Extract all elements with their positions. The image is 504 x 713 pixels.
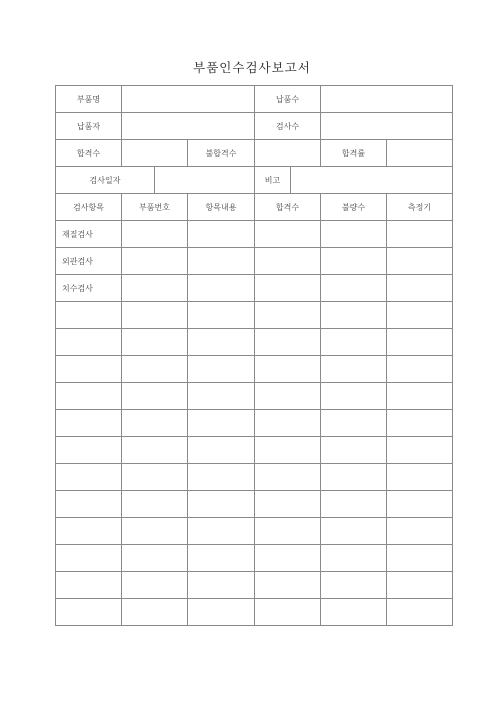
inspect-qty-field[interactable]: [321, 113, 453, 140]
table-row: [56, 329, 453, 356]
table-cell[interactable]: [255, 221, 321, 248]
table-cell[interactable]: [387, 491, 453, 518]
inspect-date-field[interactable]: [155, 167, 255, 194]
table-cell[interactable]: [122, 275, 188, 302]
table-row: [56, 464, 453, 491]
table-row: [56, 545, 453, 572]
table-cell[interactable]: [321, 356, 387, 383]
table-cell[interactable]: [56, 464, 122, 491]
table-cell[interactable]: [255, 545, 321, 572]
column-header: 불량수: [321, 194, 387, 221]
table-cell[interactable]: [188, 356, 255, 383]
table-cell[interactable]: [56, 599, 122, 626]
table-cell[interactable]: [255, 410, 321, 437]
table-cell[interactable]: [56, 545, 122, 572]
table-cell[interactable]: [321, 383, 387, 410]
table-row: [56, 383, 453, 410]
table-cell[interactable]: [122, 410, 188, 437]
table-cell[interactable]: [56, 410, 122, 437]
table-row: [56, 221, 453, 248]
table-cell[interactable]: [387, 599, 453, 626]
table-cell[interactable]: [255, 383, 321, 410]
table-cell[interactable]: [56, 437, 122, 464]
table-row: [56, 275, 453, 302]
table-cell[interactable]: [255, 491, 321, 518]
table-cell[interactable]: [387, 356, 453, 383]
inspection-item-label: 재질검사: [56, 221, 122, 248]
table-cell[interactable]: [122, 221, 188, 248]
table-cell[interactable]: [255, 437, 321, 464]
pass-rate-field[interactable]: [387, 140, 453, 167]
table-cell[interactable]: [188, 329, 255, 356]
table-cell[interactable]: [188, 518, 255, 545]
pass-rate-label: 합격률: [321, 140, 387, 167]
table-cell[interactable]: [387, 545, 453, 572]
table-row: [56, 491, 453, 518]
table-cell[interactable]: [321, 329, 387, 356]
table-cell[interactable]: [387, 437, 453, 464]
table-cell[interactable]: [321, 572, 387, 599]
table-cell[interactable]: [255, 302, 321, 329]
table-row: [56, 599, 453, 626]
table-cell[interactable]: [56, 383, 122, 410]
inspection-item-label: 치수검사: [56, 275, 122, 302]
inspection-form: [55, 85, 452, 626]
table-cell[interactable]: [255, 356, 321, 383]
table-cell[interactable]: [321, 491, 387, 518]
remarks-field[interactable]: [291, 167, 453, 194]
table-cell[interactable]: [188, 221, 255, 248]
part-name-field[interactable]: [122, 86, 255, 113]
part-name-label: 부품명: [56, 86, 122, 113]
remarks-label: 비고: [255, 167, 291, 194]
table-row: [56, 410, 453, 437]
table-cell[interactable]: [122, 248, 188, 275]
table-cell[interactable]: [387, 410, 453, 437]
table-cell[interactable]: [387, 329, 453, 356]
table-row: [56, 356, 453, 383]
table-cell[interactable]: [188, 599, 255, 626]
table-cell[interactable]: [188, 302, 255, 329]
table-cell[interactable]: [122, 329, 188, 356]
table-cell[interactable]: [56, 302, 122, 329]
supplier-label: 납품자: [56, 113, 122, 140]
inspect-qty-label: 검사수: [255, 113, 321, 140]
table-cell[interactable]: [56, 329, 122, 356]
table-cell[interactable]: [321, 518, 387, 545]
header-row-2: [55, 113, 453, 140]
pass-qty-field[interactable]: [122, 140, 188, 167]
table-cell[interactable]: [321, 437, 387, 464]
table-cell[interactable]: [255, 248, 321, 275]
table-cell[interactable]: [321, 221, 387, 248]
header-row-1: [55, 85, 453, 113]
column-header: 항목내용: [188, 194, 255, 221]
fail-qty-field[interactable]: [255, 140, 321, 167]
table-cell[interactable]: [255, 518, 321, 545]
supplier-field[interactable]: [122, 113, 255, 140]
delivery-qty-label: 납품수: [255, 86, 321, 113]
table-cell[interactable]: [56, 356, 122, 383]
table-cell[interactable]: [122, 545, 188, 572]
inspection-item-label: 외관검사: [56, 248, 122, 275]
table-cell[interactable]: [188, 545, 255, 572]
table-cell[interactable]: [255, 275, 321, 302]
header-row-3: [55, 140, 453, 167]
table-cell[interactable]: [321, 275, 387, 302]
table-cell[interactable]: [122, 437, 188, 464]
inspect-date-label: 검사일자: [56, 167, 155, 194]
table-cell[interactable]: [255, 464, 321, 491]
table-cell[interactable]: [321, 464, 387, 491]
table-cell[interactable]: [56, 572, 122, 599]
fail-qty-label: 불합격수: [188, 140, 255, 167]
table-cell[interactable]: [321, 248, 387, 275]
table-cell[interactable]: [255, 599, 321, 626]
table-cell[interactable]: [188, 491, 255, 518]
table-cell[interactable]: [321, 599, 387, 626]
table-cell[interactable]: [188, 464, 255, 491]
table-cell[interactable]: [255, 329, 321, 356]
table-cell[interactable]: [122, 572, 188, 599]
table-row: [56, 248, 453, 275]
table-cell[interactable]: [188, 437, 255, 464]
document-title: 부품인수검사보고서: [193, 60, 311, 75]
table-cell[interactable]: [387, 383, 453, 410]
table-cell[interactable]: [188, 383, 255, 410]
column-header: 측정기: [387, 194, 453, 221]
table-cell[interactable]: [56, 491, 122, 518]
table-cell[interactable]: [188, 410, 255, 437]
table-cell[interactable]: [122, 599, 188, 626]
table-cell[interactable]: [122, 356, 188, 383]
table-cell[interactable]: [122, 518, 188, 545]
table-cell[interactable]: [255, 572, 321, 599]
column-header: 합격수: [255, 194, 321, 221]
column-header-row: [56, 194, 453, 221]
table-cell[interactable]: [56, 518, 122, 545]
table-cell[interactable]: [387, 518, 453, 545]
table-row: [56, 518, 453, 545]
table-cell[interactable]: [387, 302, 453, 329]
table-cell[interactable]: [122, 464, 188, 491]
table-cell[interactable]: [321, 545, 387, 572]
table-cell[interactable]: [122, 302, 188, 329]
table-cell[interactable]: [321, 302, 387, 329]
column-header: 부품번호: [122, 194, 188, 221]
table-cell[interactable]: [387, 248, 453, 275]
table-cell[interactable]: [188, 275, 255, 302]
delivery-qty-field[interactable]: [321, 86, 453, 113]
table-cell[interactable]: [387, 572, 453, 599]
table-cell[interactable]: [387, 464, 453, 491]
inspection-items-table: [55, 194, 453, 626]
table-row: [56, 572, 453, 599]
table-cell[interactable]: [387, 221, 453, 248]
table-cell[interactable]: [188, 572, 255, 599]
table-cell[interactable]: [122, 491, 188, 518]
table-cell[interactable]: [188, 248, 255, 275]
pass-qty-label: 합격수: [56, 140, 122, 167]
table-row: [56, 437, 453, 464]
table-cell[interactable]: [321, 410, 387, 437]
column-header: 검사항목: [56, 194, 122, 221]
header-row-4: [55, 167, 453, 194]
table-cell[interactable]: [122, 383, 188, 410]
table-row: [56, 302, 453, 329]
table-cell[interactable]: [387, 275, 453, 302]
